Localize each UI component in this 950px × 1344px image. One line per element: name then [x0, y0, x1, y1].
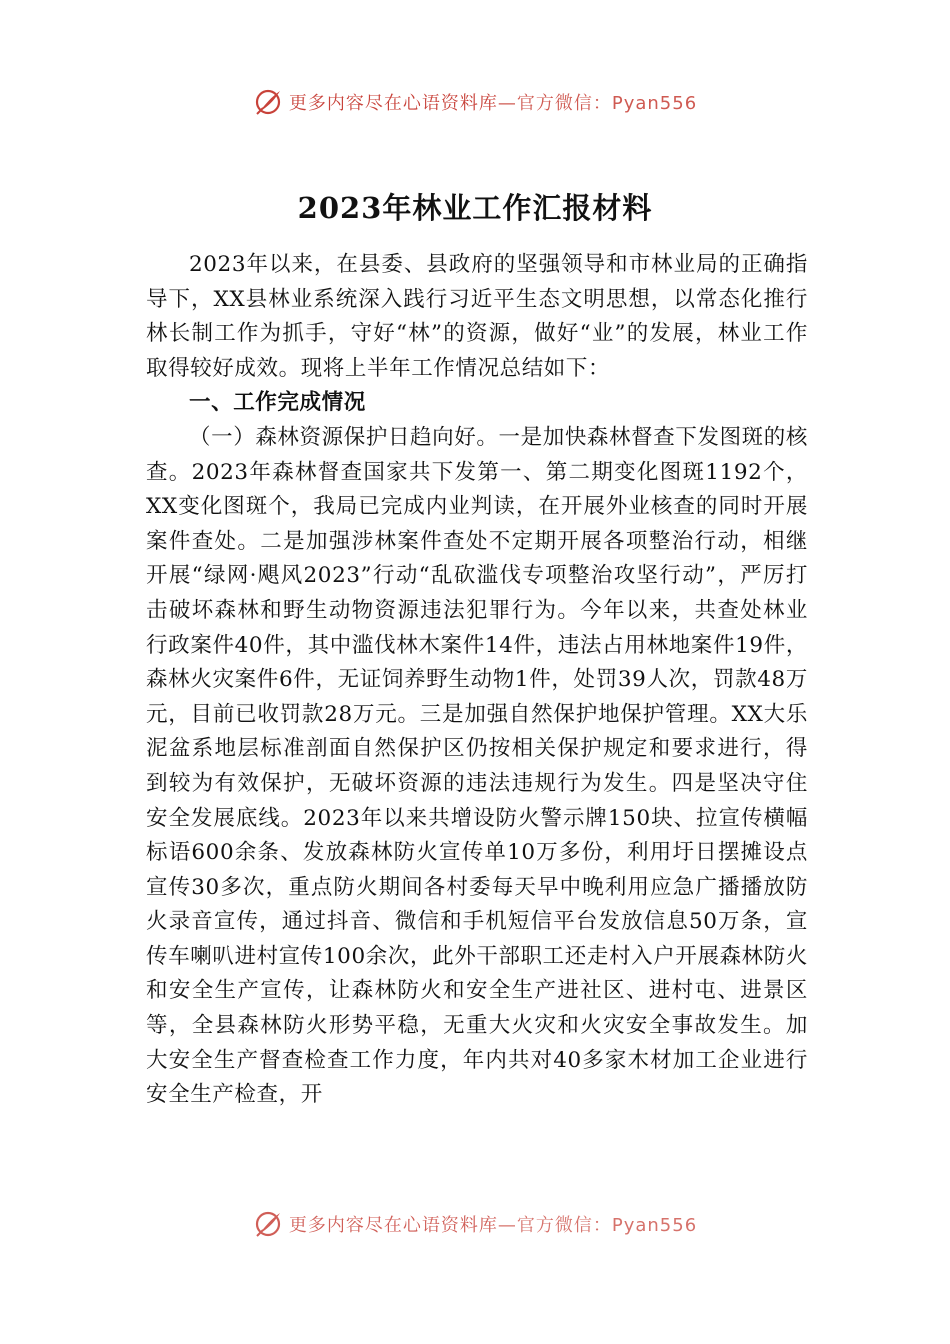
watermark-contact: —官方微信：Pyan556 — [497, 1215, 698, 1236]
section-heading: 一、工作完成情况 — [189, 390, 366, 416]
watermark-contact: —官方微信：Pyan556 — [497, 93, 698, 114]
section-paragraph: （一）森林资源保护日趋向好。一是加快森林督查下发图斑的核查。2023年森林督查国家共下发第一、第二期变化图斑1192个，XX变化图斑个，我局已完成内业判读，在开展外业核查的同时开展案件查处。二是加强涉林案件查处不定期开展各项整治行动，相继开展“绿网·飓风2023”行动“乱砍滥伐专项整治攻坚行动”，严厉打击破坏森林和野生动物资源违法犯罪行为。今年以来，共查处林业行政案件40件，其中滥伐林木案件14件，违法占用林地案件19件，森林火灾案件6件，无证饲养野生动物1件，处罚39人次，罚款48万元，目前已收罚款28万元。三是加强自然保护地保护管理。XX大乐泥盆系地层标准剖面自然保护区仍按相关保护规定和要求进行，得到较为有效保护，无破坏资源的违法违规行为发生。四是坚决守住安全发展底线。2023年以来共增设防火警示牌150块、拉宣传横幅标语600余条、发放森林防火宣传单10万多份，利用圩日摆摊设点宣传30多次，重点防火期间各村委每天早中晚利用应急广播播放防火录音宣传，通过抖音、微信和手机短信平台发放信息50万条，宣传车喇叭进村宣传100余次，此外干部职工还走村入户开展森林防火和安全生产宣传，让森林防火和安全生产进社区、进村屯、进景区等，全县森林防火形势平稳，无重大火灾和火灾安全事故发生。加大安全生产督查检查工作力度，年内共对40多家木材加工企业进行安全生产检查，开 — [146, 424, 808, 1108]
watermark-text: 更多内容尽在心语资料库 — [288, 93, 498, 114]
document-body — [146, 248, 808, 1113]
document-title: 2023年林业工作汇报材料 — [297, 191, 653, 225]
intro-paragraph: 2023年以来，在县委、县政府的坚强领导和市林业局的正确指导下，XX县林业系统深入践行习近平生态文明思想，以常态化推行林长制工作为抓手，守好“林”的资源，做好“业”的发展，林业工作取得较好成效。现将上半年工作情况总结如下： — [146, 252, 808, 381]
watermark-footer — [0, 1206, 950, 1242]
watermark-text: 更多内容尽在心语资料库 — [288, 1215, 498, 1236]
feather-logo-icon — [253, 1209, 283, 1239]
